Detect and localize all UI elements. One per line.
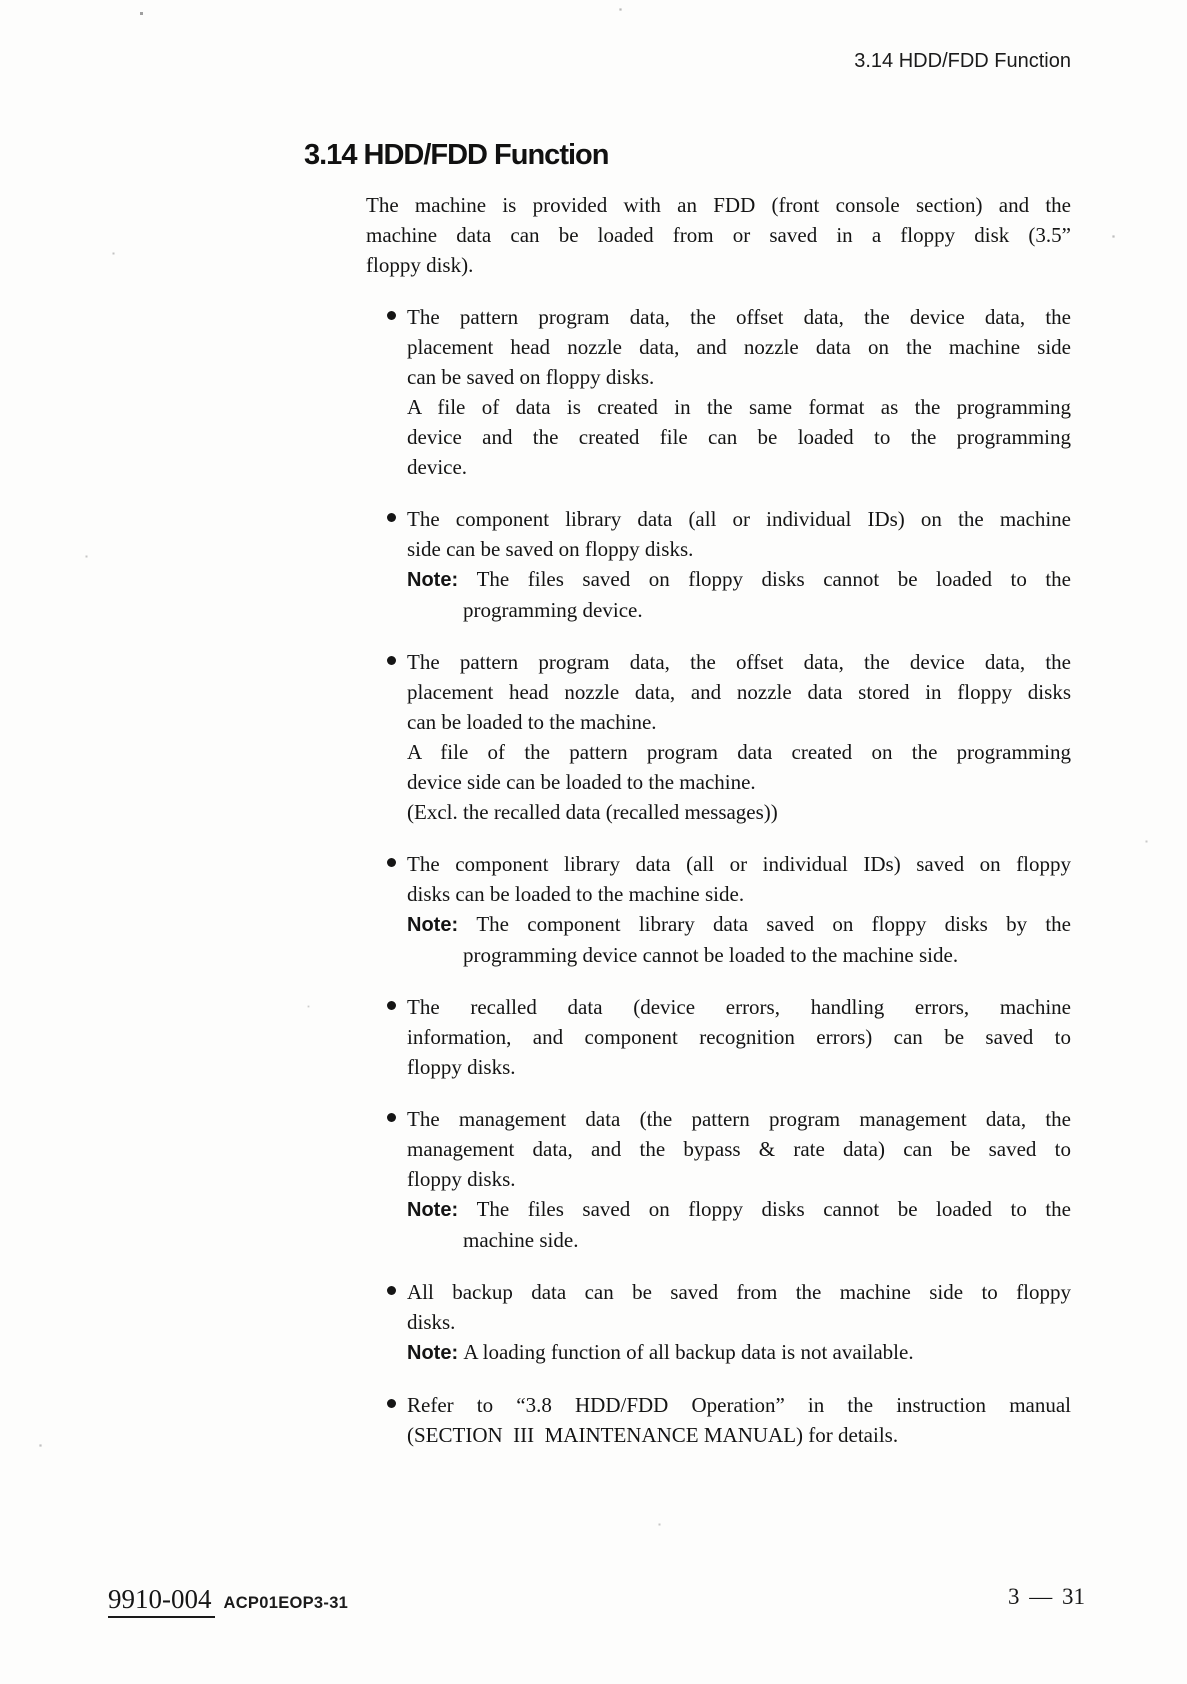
text-line: machine data can be loaded from or saved in a floppy disk (3.5” <box>366 223 1071 247</box>
text-line: Note: The files saved on floppy disks cannot be loaded to the <box>407 1197 1071 1221</box>
text-line: The component library data (all or individual IDs) saved on floppy <box>407 852 1071 876</box>
text-line: management data, and the bypass & rate data) can be saved to <box>407 1137 1071 1161</box>
bullet-marker <box>387 311 396 320</box>
text-line: Note: The component library data saved on floppy disks by the <box>407 912 1071 936</box>
text-line: Note: A loading function of all backup data is not available. <box>407 1340 914 1364</box>
bullet-marker <box>387 858 396 867</box>
text-line: A file of the pattern program data created on the programming <box>407 740 1071 764</box>
content-column <box>366 190 1071 1472</box>
intro-paragraph <box>366 190 1071 280</box>
text-line: The pattern program data, the offset data, the device data, the <box>407 650 1071 674</box>
text-line: The recalled data (device errors, handling errors, machine <box>407 995 1071 1019</box>
text-line: can be loaded to the machine. <box>407 710 657 734</box>
text-line: can be saved on floppy disks. <box>407 365 655 389</box>
note-label: Note: <box>407 1199 459 1221</box>
bullet-item <box>407 1104 1071 1255</box>
text-line: (Excl. the recalled data (recalled messages)) <box>407 800 778 824</box>
text-line: Note: The files saved on floppy disks cannot be loaded to the <box>407 567 1071 591</box>
text-line: The pattern program data, the offset data, the device data, the <box>407 305 1071 329</box>
text-line: placement head nozzle data, and nozzle data on the machine side <box>407 335 1071 359</box>
note-label: Note: <box>407 569 459 591</box>
text-line: side can be saved on floppy disks. <box>407 537 694 561</box>
bullet-list <box>366 302 1071 1450</box>
text-line: placement head nozzle data, and nozzle data stored in floppy disks <box>407 680 1071 704</box>
text-line: programming device cannot be loaded to the machine side. <box>463 943 959 967</box>
bullet-item <box>407 302 1071 482</box>
bullet-item <box>407 992 1071 1082</box>
bullet-marker <box>387 656 396 665</box>
text-line: floppy disk). <box>366 253 474 277</box>
text-line: device side can be loaded to the machine. <box>407 770 756 794</box>
text-line: The component library data (all or individual IDs) on the machine <box>407 507 1071 531</box>
text-line: disks can be loaded to the machine side. <box>407 882 745 906</box>
bullet-item <box>407 1277 1071 1368</box>
text-line: disks. <box>407 1310 456 1334</box>
bullet-item <box>407 849 1071 970</box>
bullet-item <box>407 504 1071 625</box>
bullet-marker <box>387 1399 396 1408</box>
text-line: A file of data is created in the same format as the programming <box>407 395 1071 419</box>
bullet-marker <box>387 1286 396 1295</box>
scan-noise <box>0 0 1 1</box>
text-line: device. <box>407 455 468 479</box>
doc-code: ACP01EOP3-31 <box>223 1594 349 1612</box>
page-title: 3.14 HDD/FDD Function <box>304 139 609 172</box>
page-number: 3 — 31 <box>1008 1584 1085 1609</box>
running-head: 3.14 HDD/FDD Function <box>854 50 1071 72</box>
doc-number: 9910-004 <box>108 1584 215 1618</box>
text-line: floppy disks. <box>407 1167 516 1191</box>
note-label: Note: <box>407 1342 459 1364</box>
note-label: Note: <box>407 914 459 936</box>
bullet-item <box>407 647 1071 827</box>
footer-left <box>108 1584 348 1618</box>
bullet-marker <box>387 1001 396 1010</box>
text-line: All backup data can be saved from the machine side to floppy <box>407 1280 1071 1304</box>
text-line: The management data (the pattern program management data, the <box>407 1107 1071 1131</box>
text-line: The machine is provided with an FDD (front console section) and the <box>366 193 1071 217</box>
text-line: Refer to “3.8 HDD/FDD Operation” in the instruction manual <box>407 1393 1071 1417</box>
text-line: (SECTION III MAINTENANCE MANUAL) for details. <box>407 1423 899 1447</box>
text-line: information, and component recognition errors) can be saved to <box>407 1025 1071 1049</box>
text-line: device and the created file can be loaded to the programming <box>407 425 1071 449</box>
text-line: machine side. <box>463 1228 579 1252</box>
bullet-marker <box>387 513 396 522</box>
bullet-marker <box>387 1113 396 1122</box>
text-line: programming device. <box>463 598 643 622</box>
bullet-item <box>407 1390 1071 1450</box>
text-line: floppy disks. <box>407 1055 516 1079</box>
